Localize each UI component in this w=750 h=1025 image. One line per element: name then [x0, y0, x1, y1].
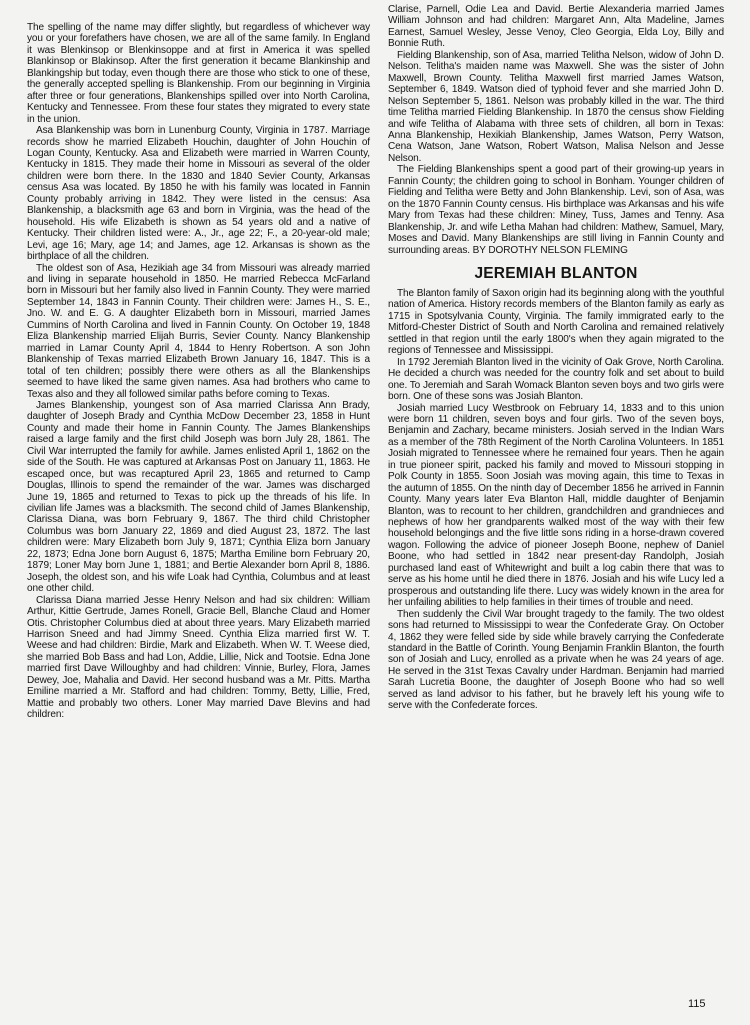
- paragraph: The Fielding Blankenships spent a good part of their growing-up years in Fannin County; the children going to school in Bonham. Younger children of Fielding and Telitha were Betty and John Blankenship. Levi, son of Asa, was on the 1870 Fannin County census. His birthplace was Arkansas and his wife Mary from Texas had these children: Miney, Tuss, James and Tenny. Asa Blankenship, Jr. and wife Letha Mahan had children: Mathew, Samuel, Mary, Moses and David. Many Blankenships are still living in Fannin County and surrounding areas. BY DOROTHY NELSON FLEMING: [388, 164, 724, 256]
- paragraph: The oldest son of Asa, Hezikiah age 34 from Missouri was already married and living in separate household in 1850. He married Rebecca McFarland born in Missouri but her family also lived in Fannin County. They were married September 14, 1843 in Fannin County. Their children were: James H., S. E., Jno. W. and E. G. A daughter Elizabeth born in Missouri, married James Cummins of North Carolina and lived in Fannin County. On October 19, 1848 Eliza Blankenship married Elijah Burris, Sevier County. Nancy Blankenship married in Lamar County April 4, 1844 to Henry Robertson. A son John Blankenship of Texas married Elizabeth Brown January 16, 1847. This is a total of ten children; possibly there were others as all the Blankenships seemed to have liked the same given names. Asa had brothers who came to Texas also and they all followed similar paths before coming to Texas.: [27, 262, 370, 400]
- paragraph: Josiah married Lucy Westbrook on February 14, 1833 and to this union were born 11 children, seven boys and four girls. Two of the seven boys, Benjamin and Zachary, became ministers. Josiah served in the Indian Wars as a member of the 78th Regiment of the North Carolina Volunteers. In 1851 Josiah migrated to Tennessee where he remained four years. Then he again in true pioneer spirit, packed his family and moved to Missouri stopping in Polk County in 1855. Soon Josiah was moving again, this time to Texas in the autumn of 1855. On the ninth day of December 1856 he arrived in Fannin County. Many years later Eva Blanton Hall, middle daughter of Benjamin Blanton, was to recount to her children, grandchildren and grandnieces and nephews of how her grandparents walked most of the way with their few household belongings and the five little sons riding in a horse-drawn covered wagon. Following the advice of pioneer Joseph Boone, nephew of Daniel Boone, who had settled in 1842 near present-day Randolph, Josiah purchased land east of Whitewright and built a log cabin there that was to serve as his home until he died there in 1876. Josiah and his wife Lucy led a prosperous and outstanding life there. Lucy was widely known in the area for her unfailing abilities to help families in their times of trouble and need.: [388, 402, 724, 609]
- paragraph: The spelling of the name may differ slightly, but regardless of whichever way you or your forefathers have chosen, we are all of the same family. In England it was Blenkinsop or Blenkinsoppe and at first in America it was spelled Blankinsop or Blakinsop. After the first generation it became Blankinship and Blankingship but today, even though there are those who stick to one of these, the generally accepted spelling is Blankenship. From our beginning in Virginia after three or four generations, Blankenships spilled over into North Carolina, Kentucky and Tennessee. From these four states they migrated to every state in the union.: [27, 22, 370, 125]
- right-column: [388, 4, 724, 712]
- paragraph: Asa Blankenship was born in Lunenburg County, Virginia in 1787. Marriage records show he married Elizabeth Houchin, daughter of John Houchin of Logan County, Kentucky. Asa and Elizabeth were married in Warren County, Kentucky in 1815. They made their home in Missouri as several of the older children were born there. In the 1830 and 1840 Sevier County, Arkansas census Asa was located. By 1850 he with his family was located in Fannin County probably arriving in 1842. They were listed in the census: Asa Blankenship, a blacksmith age 63 and born in Virginia, was the head of the household. His wife Elizabeth is shown as 54 years old and a native of Kentucky. Their children listed were: A., Jr., age 22; F., a 20-year-old male; Levi, age 16; Mary, age 14; and James, age 12. Arkansas is shown as the birthplace of all the children.: [27, 125, 370, 263]
- paragraph: The Blanton family of Saxon origin had its beginning along with the youthful nation of America. History records members of the Blanton family as early as 1715 in Spotsylvania County, Virginia. The family immigrated early to the Mitford-Chester District of South and North Carolina and remained relatively settled in that region until the early 1800's when they again migrated to the regions of Tennessee and Mississippi.: [388, 287, 724, 357]
- left-column: [27, 22, 370, 721]
- paragraph: Clarissa Diana married Jesse Henry Nelson and had six children: William Arthur, Kittie Gertrude, James Ronell, Gracie Bell, Blanche Claud and Homer Otis. Christopher Columbus died at about three years. Mary Elizabeth married Harrison Sneed and had Jimmy Sneed. Cynthia Eliza married first W. T. Weese and had children: Birdie, Mark and Elizabeth. When W. T. Weese died, she married Bob Bass and had Lon, Addie, Lillie, Nick and Tootsie. Edna Jone married first Dave Willoughby and had children: Vinnie, Burley, Flora, James Dewey, Joe, Mahalia and David. Her second husband was a Mr. Pitts. Martha Emiline married a Mr. Stafford and had children: Tommy, Betty, Lillie, Fred, Mattie and probably two others. Loner May married Dave Blevins and had children:: [27, 594, 370, 721]
- page-number: 115: [688, 998, 706, 1010]
- paragraph: In 1792 Jeremiah Blanton lived in the vicinity of Oak Grove, North Carolina. He decided a church was needed for the country folk and set about to build one. To Jeremiah and Sarah Womack Blanton seven boys and two girls were born. One of these sons was Josiah Blanton.: [388, 356, 724, 403]
- paragraph: Then suddenly the Civil War brought tragedy to the family. The two oldest sons had returned to Mississippi to wear the Confederate Gray. On October 4, 1862 they were felled side by side while bravely carrying the Confederate standard in the Battle of Corinth. Young Benjamin Franklin Blanton, the fourth son of Josiah and Lucy, enrolled as a private when he was 24 years of age. He served in the 31st Texas Cavalry under Hardman. Benjamin had married Sarah Lucretia Boone, the daughter of Joseph Boone who had so well served as land advisor to his father, but he bravely left his young wife to serve with the Confederate forces.: [388, 608, 724, 712]
- section-title: JEREMIAH BLANTON: [474, 264, 638, 282]
- paragraph: Fielding Blankenship, son of Asa, married Telitha Nelson, widow of John D. Nelson. Telitha's maiden name was Maxwell. She was the sister of John Maxwell, Brown County. Telitha Maxwell first married James Watson, September 6, 1849. Watson died of typhoid fever and she married John D. Nelson September 5, 1861. Nelson was probably killed in the war. The third time Telitha married Fielding Blankenship. In 1870 the census show Fielding and wife Telitha of Alabama with three sets of children, all born in Texas: Anna Blankenship, Hexikiah Blankenship, James Watson, Perry Watson, Cena Watson, Jane Watson, Robert Watson, Malisa Nelson and Jesse Nelson.: [388, 49, 724, 164]
- paragraph: James Blankenship, youngest son of Asa married Clarissa Ann Brady, daughter of Joseph Brady and Cynthia McDow December 23, 1858 in Hunt County and made their home in Fannin County. The James Blankenships raised a large family and the first child Joseph was born July 28, 1861. The Civil War interrupted the family for awhile. James enlisted April 1, 1862 on the side of the South. He was captured at Arkansas Post on January 11, 1863. He escaped once, but was recaptured April 23, 1865 and returned to Camp Douglas, Illinois to spend the remainder of the war. James was discharged June 19, 1865 and returned to Texas to pick up the threads of his life. In civilian life James was a blacksmith. The second child of James Blankenship, Clarissa Diana, was born February 9, 1867. The third child Christopher Columbus was born January 22, 1869 and died August 23, 1872. The last children were: Mary Elizabeth born July 9, 1871; Cynthia Eliza born January 22, 1873; Edna Jone born August 6, 1875; Martha Emiline born February 20, 1879; Loner May born June 1, 1881; and Bertie Alexander born April 8, 1886. Joseph, the oldest son, and his wife Loak had Cynthia, Columbus and at least one other child.: [27, 399, 370, 595]
- paragraph: Clarise, Parnell, Odie Lea and David. Bertie Alexanderia married James William Johnson and had children: Margaret Ann, Alta Madeline, James Earnest, Samuel Wesley, Jesse Venoy, Cleo Georgia, Elda Loy, Billy and Bonnie Ruth.: [388, 4, 724, 50]
